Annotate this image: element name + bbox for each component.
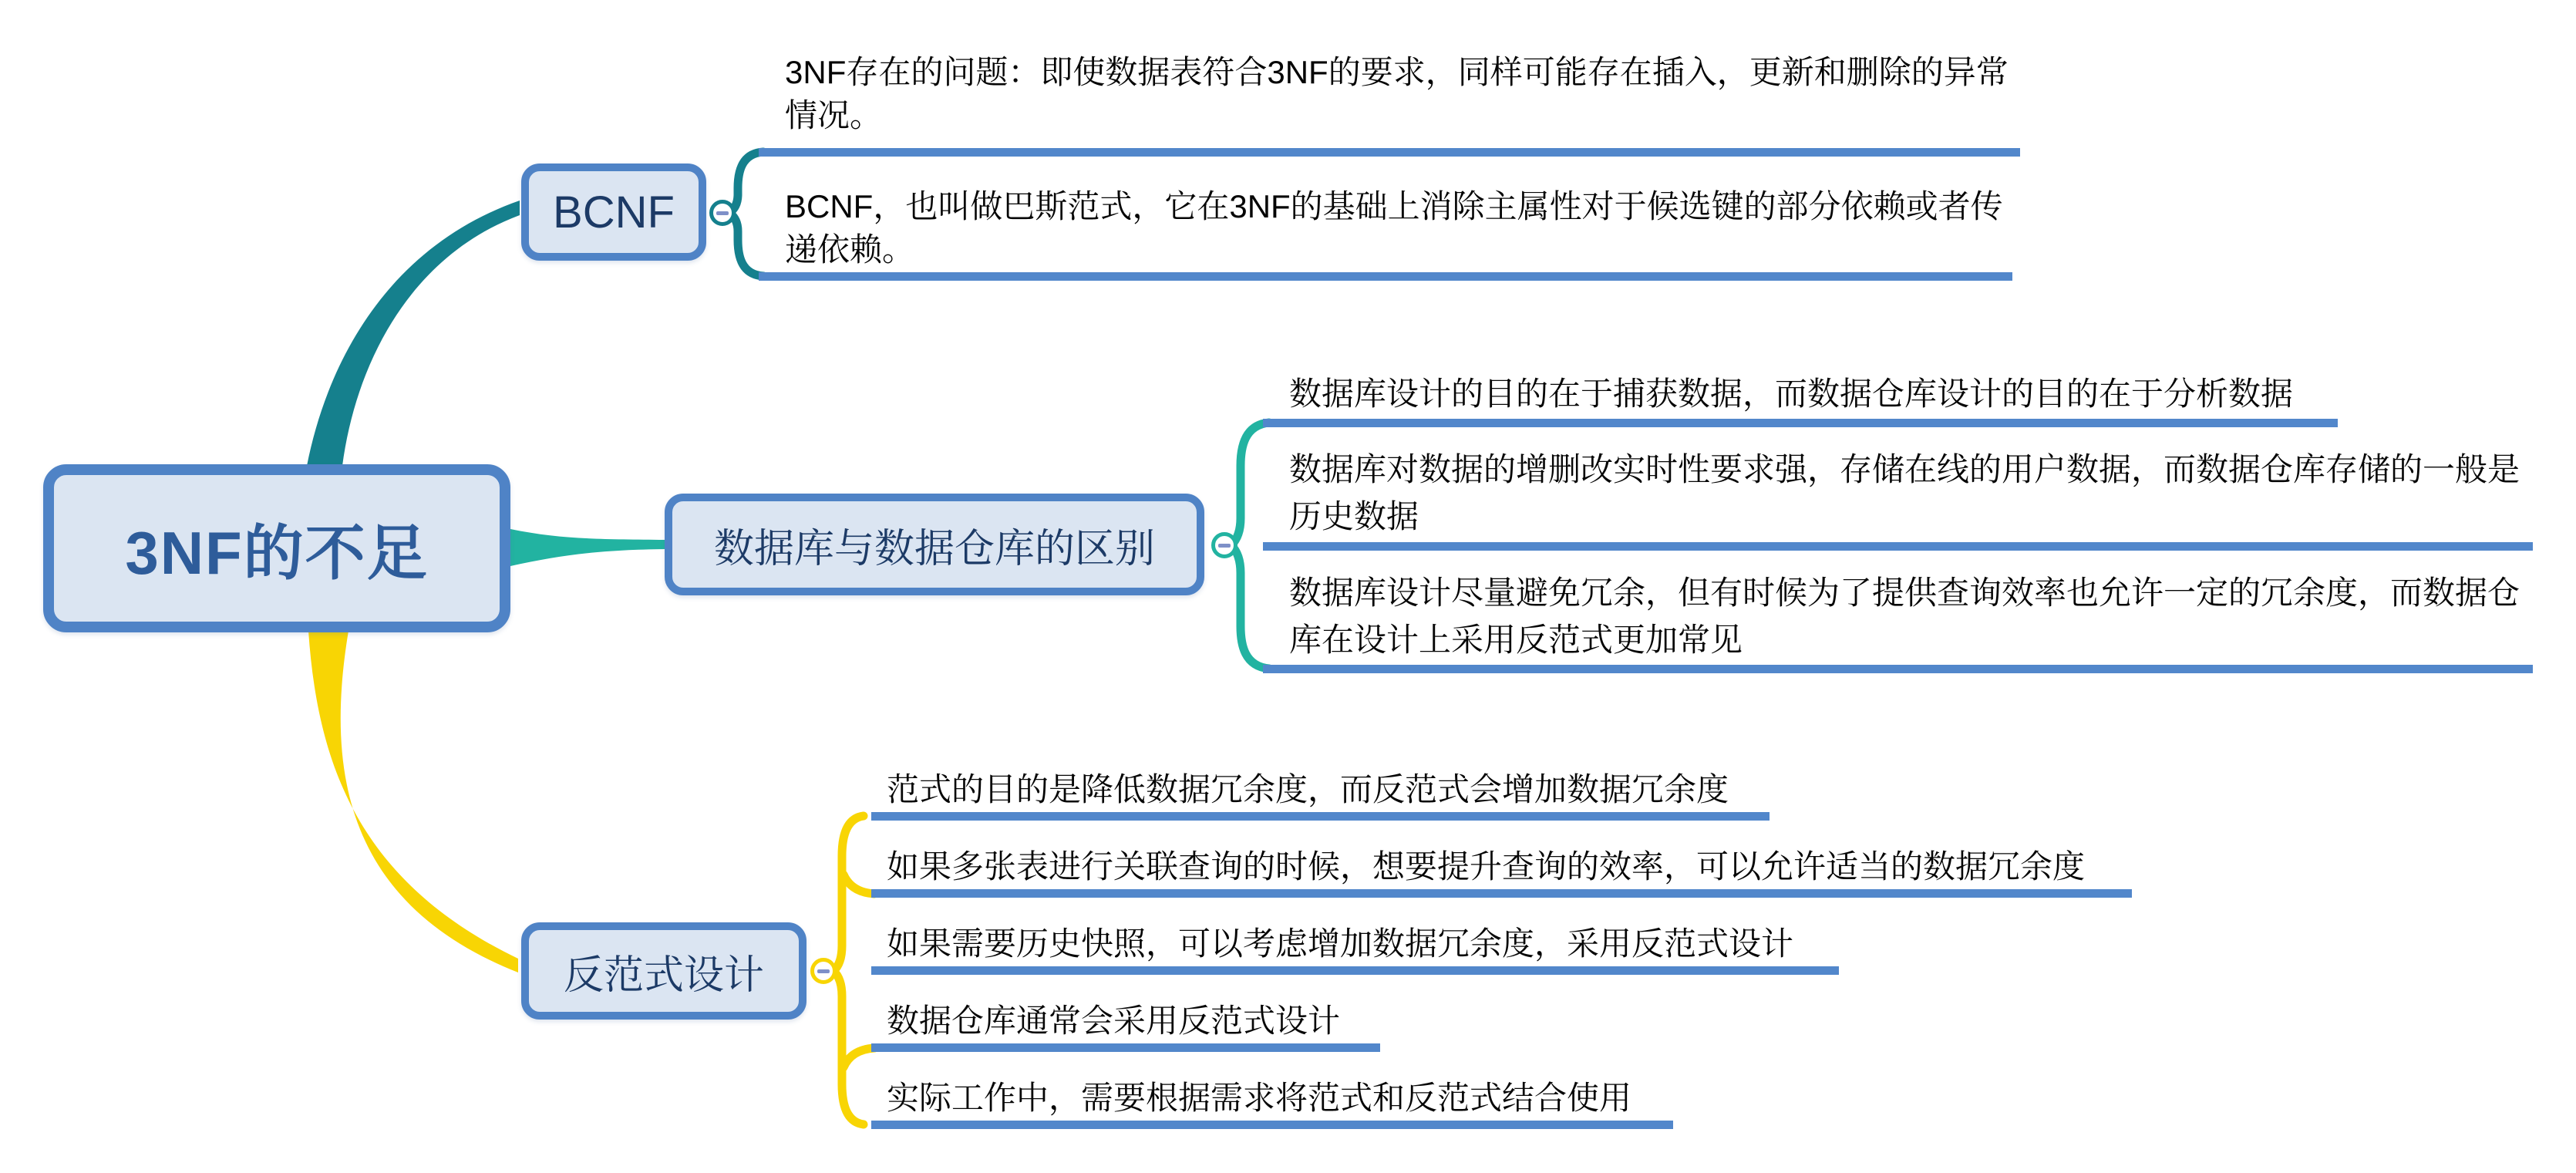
subtopic-underline xyxy=(1263,542,2533,551)
subtopic-db-3[interactable] xyxy=(1289,569,2523,663)
branch-link-db xyxy=(510,529,665,566)
subtopic-anti-4[interactable] xyxy=(887,999,1340,1043)
topic-bcnf-label: BCNF xyxy=(553,187,675,238)
subtopic-text: 数据库设计尽量避免冗余，但有时候为了提供查询效率也允许一定的冗余度，而数据仓库在设计上采用反范式更加常见 xyxy=(1289,575,2520,658)
subtopic-bcnf-2[interactable] xyxy=(785,185,2019,271)
subtopic-underline xyxy=(871,1121,1673,1129)
subtopic-underline xyxy=(871,889,2132,898)
subtopic-db-1[interactable] xyxy=(1289,372,2446,416)
collapse-toggle-bcnf[interactable] xyxy=(709,200,736,226)
topic-anti-label: 反范式设计 xyxy=(563,952,764,998)
subtopic-db-2[interactable] xyxy=(1289,446,2523,540)
subtopic-underline xyxy=(871,812,1770,821)
subtopic-underline xyxy=(1263,419,2338,427)
topic-db-vs-warehouse[interactable] xyxy=(665,494,1204,595)
branch-curve-anti xyxy=(308,631,518,972)
subtopic-underline xyxy=(759,272,2012,281)
brace-anti-hook-4 xyxy=(844,1048,874,1067)
subtopic-text: 3NF存在的问题：即使数据表符合3NF的要求，同样可能存在插入，更新和删除的异常情况。 xyxy=(785,54,2009,133)
subtopic-bcnf-1[interactable] xyxy=(785,51,2019,137)
subtopic-anti-2[interactable] xyxy=(887,844,2085,889)
subtopic-underline xyxy=(759,148,2020,157)
subtopic-text: 范式的目的是降低数据冗余度，而反范式会增加数据冗余度 xyxy=(887,771,1729,807)
subtopic-anti-3[interactable] xyxy=(887,922,1793,966)
subtopic-anti-5[interactable] xyxy=(887,1076,1631,1121)
subtopic-text: 实际工作中，需要根据需求将范式和反范式结合使用 xyxy=(887,1080,1632,1116)
brace-anti-hook-2 xyxy=(844,875,874,894)
minus-icon xyxy=(817,969,830,973)
topic-db-label: 数据库与数据仓库的区别 xyxy=(713,526,1155,571)
minus-icon xyxy=(716,211,729,215)
subtopic-text: 如果多张表进行关联查询的时候，想要提升查询的效率，可以允许适当的数据冗余度 xyxy=(887,848,2086,885)
minus-icon xyxy=(1218,544,1231,548)
collapse-toggle-db[interactable] xyxy=(1211,532,1237,558)
collapse-toggle-anti[interactable] xyxy=(810,958,837,984)
branch-curve-bcnf xyxy=(307,201,520,466)
subtopic-underline xyxy=(871,966,1839,975)
subtopic-text: 数据仓库通常会采用反范式设计 xyxy=(887,1003,1341,1039)
subtopic-underline xyxy=(1263,665,2533,673)
subtopic-text: 如果需要历史快照，可以考虑增加数据冗余度，采用反范式设计 xyxy=(887,925,1794,962)
subtopic-text: 数据库对数据的增删改实时性要求强，存储在线的用户数据，而数据仓库存储的一般是历史数据 xyxy=(1289,451,2520,534)
subtopic-underline xyxy=(871,1043,1380,1052)
root-topic-label: 3NF的不足 xyxy=(125,519,429,587)
subtopic-text: 数据库设计的目的在于捕获数据，而数据仓库设计的目的在于分析数据 xyxy=(1289,376,2294,412)
brace-anti xyxy=(833,816,864,1124)
topic-anti-normal-form[interactable] xyxy=(521,922,806,1020)
subtopic-text: BCNF，也叫做巴斯范式，它在3NF的基础上消除主属性对于候选键的部分依赖或者传递依赖。 xyxy=(785,188,2003,268)
subtopic-anti-1[interactable] xyxy=(887,767,1729,812)
root-topic[interactable] xyxy=(43,464,510,632)
topic-bcnf[interactable] xyxy=(521,163,706,261)
